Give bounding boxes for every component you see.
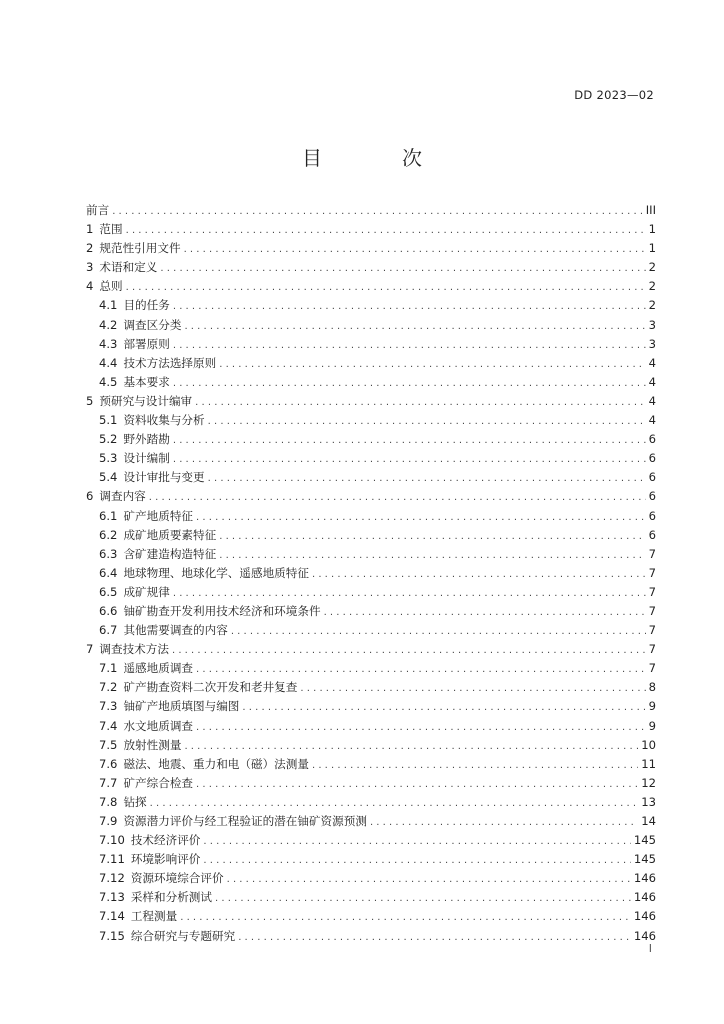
toc-entry-number: 6.1	[99, 508, 118, 523]
toc-entry[interactable]	[86, 889, 656, 908]
toc-entry-label	[99, 737, 181, 753]
toc-entry-page: 8	[648, 680, 656, 695]
toc-entry[interactable]	[86, 488, 656, 507]
toc-entry-number: 7.10	[99, 833, 125, 848]
toc-entry-label	[86, 393, 192, 409]
toc-entry-label	[99, 431, 170, 447]
toc-entry-page: 3	[648, 317, 656, 332]
toc-entry-label	[86, 221, 123, 237]
toc-dot-leader	[312, 569, 646, 580]
toc-entry-page: 2	[648, 298, 656, 313]
toc-entry-page: 145	[633, 833, 656, 848]
toc-entry[interactable]	[86, 527, 656, 546]
toc-entry[interactable]	[86, 737, 656, 756]
toc-dot-leader	[203, 836, 630, 847]
toc-entry-number: 7	[86, 642, 94, 657]
toc-entry-page: 1	[648, 241, 656, 256]
toc-entry-title: 矿产勘查资料二次开发和老井复查	[123, 680, 298, 695]
toc-entry-page: 9	[648, 699, 656, 714]
toc-entry[interactable]	[86, 202, 656, 221]
toc-entry-title: 遥感地质调查	[123, 661, 194, 676]
toc-entry-title: 调查区分类	[123, 317, 182, 332]
toc-entry-page: 2	[648, 279, 656, 294]
toc-dot-leader	[149, 492, 646, 503]
toc-dot-leader	[173, 454, 646, 465]
toc-entry-number: 5.2	[99, 432, 118, 447]
toc-dot-leader	[126, 225, 646, 236]
toc-entry-title: 铀矿勘查开发利用技术经济和环境条件	[123, 603, 321, 618]
toc-entry-number: 6.3	[99, 546, 118, 561]
toc-entry[interactable]	[86, 641, 656, 660]
toc-entry-label	[99, 928, 235, 944]
toc-entry[interactable]	[86, 297, 656, 316]
toc-dot-leader	[150, 798, 639, 809]
toc-dot-leader	[231, 626, 646, 637]
toc-dot-leader	[196, 779, 638, 790]
toc-entry-title: 矿产地质特征	[123, 508, 194, 523]
page-title: 目 次	[302, 146, 452, 170]
toc-dot-leader	[196, 722, 646, 733]
toc-entry-title: 钻探	[123, 794, 147, 809]
toc-entry-number: 4.4	[99, 355, 118, 370]
toc-dot-leader	[203, 855, 630, 866]
toc-dot-leader	[215, 893, 631, 904]
toc-entry[interactable]	[86, 393, 656, 412]
toc-entry-label	[99, 527, 216, 543]
toc-entry-label	[99, 908, 177, 924]
toc-entry[interactable]	[86, 450, 656, 469]
toc-entry-title: 成矿规律	[123, 584, 170, 599]
toc-entry-label	[99, 813, 367, 829]
toc-dot-leader	[300, 683, 645, 694]
toc-entry-page: 146	[633, 928, 656, 943]
toc-entry[interactable]	[86, 622, 656, 641]
document-code: DD 2023—02	[574, 88, 654, 102]
toc-entry[interactable]	[86, 355, 656, 374]
toc-entry-title: 其他需要调查的内容	[123, 623, 228, 638]
toc-entry[interactable]	[86, 374, 656, 393]
toc-entry[interactable]	[86, 660, 656, 679]
toc-entry[interactable]	[86, 698, 656, 717]
toc-entry-page: 2	[648, 260, 656, 275]
toc-entry[interactable]	[86, 240, 656, 259]
toc-dot-leader	[312, 760, 638, 771]
toc-entry-title: 规范性引用文件	[99, 241, 181, 256]
toc-entry-page: 1	[648, 222, 656, 237]
toc-entry-label	[99, 336, 170, 352]
toc-entry-title: 资料收集与分析	[123, 413, 205, 428]
toc-entry-label	[99, 603, 321, 619]
toc-entry[interactable]	[86, 412, 656, 431]
toc-dot-leader	[173, 588, 646, 599]
toc-dot-leader	[173, 340, 646, 351]
toc-entry-label	[86, 240, 181, 256]
toc-entry[interactable]	[86, 794, 656, 813]
toc-dot-leader	[208, 473, 646, 484]
toc-entry-label	[99, 412, 205, 428]
toc-entry-label	[99, 450, 170, 466]
toc-entry-label	[99, 469, 205, 485]
toc-entry-label	[99, 660, 193, 676]
toc-entry-label	[99, 297, 170, 313]
toc-entry-page: 6	[648, 527, 656, 542]
toc-entry[interactable]	[86, 870, 656, 889]
toc-entry-number: 6.7	[99, 623, 118, 638]
toc-entry-page: 7	[648, 642, 656, 657]
toc-entry[interactable]	[86, 832, 656, 851]
toc-dot-leader	[180, 912, 631, 923]
toc-entry[interactable]	[86, 431, 656, 450]
toc-entry-title: 地球物理、地球化学、遥感地质特征	[123, 565, 309, 580]
toc-entry[interactable]	[86, 908, 656, 927]
toc-dot-leader	[196, 512, 646, 523]
toc-dot-leader	[184, 741, 638, 752]
toc-entry-title: 磁法、地震、重力和电（磁）法测量	[123, 756, 309, 771]
toc-dot-leader	[219, 531, 645, 542]
toc-entry[interactable]	[86, 756, 656, 775]
toc-dot-leader	[173, 378, 646, 389]
toc-entry[interactable]	[86, 336, 656, 355]
toc-entry-number: 7.7	[99, 775, 118, 790]
toc-entry-page: 6	[648, 470, 656, 485]
toc-entry-title: 野外踏勘	[123, 432, 170, 447]
toc-entry-number: 7.1	[99, 661, 118, 676]
toc-entry-number: 7.5	[99, 737, 118, 752]
toc-entry-page: 6	[648, 508, 656, 523]
toc-entry-title: 预研究与设计编审	[99, 393, 193, 408]
toc-entry[interactable]	[86, 928, 656, 947]
toc-entry-number: 7.8	[99, 794, 118, 809]
toc-dot-leader	[219, 550, 645, 561]
toc-entry[interactable]	[86, 317, 656, 336]
toc-entry-number: 4	[86, 279, 94, 294]
toc-entry-number: 7.13	[99, 890, 125, 905]
toc-entry-number: 4.5	[99, 374, 118, 389]
toc-entry[interactable]	[86, 813, 656, 832]
toc-entry-label	[86, 259, 157, 275]
toc-entry-page: 14	[641, 814, 656, 828]
toc-entry[interactable]	[86, 851, 656, 870]
toc-dot-leader	[184, 321, 645, 332]
toc-entry-title: 部署原则	[123, 336, 170, 351]
toc-entry-page: 146	[633, 871, 656, 886]
toc-entry-page: 6	[648, 432, 656, 447]
toc-entry-page: 145	[633, 852, 656, 867]
toc-entry-number: 6	[86, 489, 94, 504]
toc-entry-title: 调查内容	[99, 489, 146, 504]
toc-dot-leader	[195, 397, 645, 408]
toc-dot-leader	[324, 607, 646, 618]
toc-entry-label	[86, 488, 146, 504]
toc-dot-leader	[160, 263, 645, 274]
toc-entry-title: 工程测量	[130, 909, 178, 924]
toc-entry-label	[99, 794, 147, 810]
toc-entry-label	[99, 870, 224, 886]
toc-entry-title: 资源潜力评价与经工程验证的潜在铀矿资源预测	[123, 814, 367, 828]
toc-entry-title: 水文地质调查	[123, 718, 194, 733]
toc-entry-page: 4	[648, 413, 656, 428]
toc-dot-leader	[196, 664, 646, 675]
toc-entry-label	[99, 317, 181, 333]
toc-entry-number: 7.9	[99, 814, 118, 828]
toc-entry-label	[99, 584, 170, 600]
toc-entry-page: 146	[633, 890, 656, 905]
toc-entry-number: 7.11	[99, 852, 125, 867]
toc-entry-page: 11	[641, 756, 656, 771]
toc-entry-label	[86, 278, 123, 294]
toc-entry-number: 7.2	[99, 680, 118, 695]
toc-entry-page: 12	[641, 775, 656, 790]
toc-entry-title: 放射性测量	[123, 737, 182, 752]
toc-entry-number: 2	[86, 241, 94, 256]
toc-entry-number: 3	[86, 260, 94, 275]
toc-entry-page: 7	[648, 584, 656, 599]
toc-entry-label	[99, 565, 309, 581]
toc-entry-number: 5.1	[99, 413, 118, 428]
toc-entry[interactable]	[86, 259, 656, 278]
page-number: I	[648, 942, 652, 955]
toc-entry[interactable]	[86, 718, 656, 737]
toc-entry-page: 3	[648, 336, 656, 351]
toc-entry-number: 6.5	[99, 584, 118, 599]
toc-entry-label	[99, 374, 170, 390]
toc-entry-label	[86, 641, 169, 657]
toc-entry-number: 4.1	[99, 298, 118, 313]
toc-entry-label	[99, 775, 193, 791]
toc-dot-leader	[173, 301, 646, 312]
toc-entry-title: 采样和分析测试	[130, 890, 212, 905]
toc-dot-leader	[112, 206, 643, 217]
toc-entry-page: 4	[648, 393, 656, 408]
toc-entry-number: 7.14	[99, 909, 125, 924]
toc-entry-title: 综合研究与专题研究	[130, 928, 236, 943]
toc-entry-number: 5	[86, 393, 94, 408]
toc-entry-title: 前言	[86, 203, 110, 217]
toc-entry-page: 4	[648, 355, 656, 370]
toc-entry[interactable]	[86, 221, 656, 240]
toc-entry-page: 7	[648, 661, 656, 676]
toc-dot-leader	[227, 874, 631, 885]
toc-dot-leader	[219, 359, 645, 370]
toc-entry-title: 环境影响评价	[130, 852, 201, 867]
toc-entry-title: 范围	[99, 222, 123, 237]
toc-entry-number: 7.6	[99, 756, 118, 771]
table-of-contents	[86, 202, 656, 947]
toc-entry-label	[99, 718, 193, 734]
toc-entry-page: III	[645, 203, 656, 217]
toc-entry[interactable]	[86, 584, 656, 603]
toc-entry[interactable]	[86, 469, 656, 488]
toc-entry-label	[99, 622, 228, 638]
toc-dot-leader	[173, 435, 646, 446]
toc-entry[interactable]	[86, 546, 656, 565]
toc-entry-title: 铀矿产地质填图与编图	[123, 699, 240, 714]
toc-entry-page: 13	[641, 794, 656, 809]
toc-entry-label	[86, 202, 109, 218]
toc-entry-label	[99, 355, 216, 371]
toc-dot-leader	[238, 932, 631, 943]
toc-entry[interactable]	[86, 603, 656, 622]
toc-entry-label	[99, 889, 212, 905]
toc-entry-title: 成矿地质要素特征	[123, 527, 217, 542]
toc-dot-leader	[370, 817, 638, 828]
toc-entry-title: 设计审批与变更	[123, 470, 205, 485]
toc-entry-number: 1	[86, 222, 94, 237]
toc-entry-title: 调查技术方法	[99, 642, 169, 657]
toc-entry-label	[99, 851, 200, 867]
toc-entry-title: 基本要求	[123, 374, 170, 389]
toc-entry-title: 含矿建造构造特征	[123, 546, 217, 561]
toc-entry-number: 6.2	[99, 527, 118, 542]
toc-entry-number: 7.15	[99, 928, 125, 943]
toc-entry-title: 技术方法选择原则	[123, 355, 217, 370]
toc-entry-number: 7.4	[99, 718, 118, 733]
toc-entry[interactable]	[86, 565, 656, 584]
toc-entry-page: 10	[641, 737, 656, 752]
toc-entry-number: 4.2	[99, 317, 118, 332]
toc-entry-page: 146	[633, 909, 656, 924]
toc-dot-leader	[184, 244, 646, 255]
toc-entry-label	[99, 508, 193, 524]
toc-entry[interactable]	[86, 508, 656, 527]
toc-entry-page: 9	[648, 718, 656, 733]
toc-entry-label	[99, 832, 200, 848]
toc-entry-page: 4	[648, 374, 656, 389]
toc-entry-label	[99, 679, 297, 695]
toc-entry-title: 总则	[99, 279, 123, 294]
toc-dot-leader	[172, 645, 646, 656]
toc-entry[interactable]	[86, 679, 656, 698]
toc-entry-number: 5.4	[99, 470, 118, 485]
toc-entry-label	[99, 698, 239, 714]
toc-entry-label	[99, 756, 309, 772]
toc-dot-leader	[126, 282, 646, 293]
toc-entry-title: 术语和定义	[99, 260, 158, 275]
toc-entry-label	[99, 546, 216, 562]
toc-entry-page: 7	[648, 546, 656, 561]
toc-entry[interactable]	[86, 775, 656, 794]
toc-entry-number: 7.12	[99, 871, 125, 886]
toc-entry-page: 6	[648, 489, 656, 504]
toc-entry-title: 目的任务	[123, 298, 170, 313]
toc-entry-page: 7	[648, 565, 656, 580]
toc-dot-leader	[242, 702, 645, 713]
toc-entry-number: 6.6	[99, 603, 118, 618]
toc-entry[interactable]	[86, 278, 656, 297]
toc-entry-number: 7.3	[99, 699, 118, 714]
toc-entry-title: 资源环境综合评价	[130, 871, 224, 886]
toc-entry-page: 7	[648, 603, 656, 618]
toc-dot-leader	[208, 416, 646, 427]
toc-entry-title: 设计编制	[123, 451, 170, 466]
toc-entry-title: 技术经济评价	[130, 833, 201, 848]
toc-entry-number: 5.3	[99, 451, 118, 466]
toc-entry-number: 6.4	[99, 565, 118, 580]
toc-entry-title: 矿产综合检查	[123, 775, 194, 790]
toc-entry-number: 4.3	[99, 336, 118, 351]
toc-entry-page: 6	[648, 451, 656, 466]
toc-entry-page: 7	[648, 623, 656, 638]
